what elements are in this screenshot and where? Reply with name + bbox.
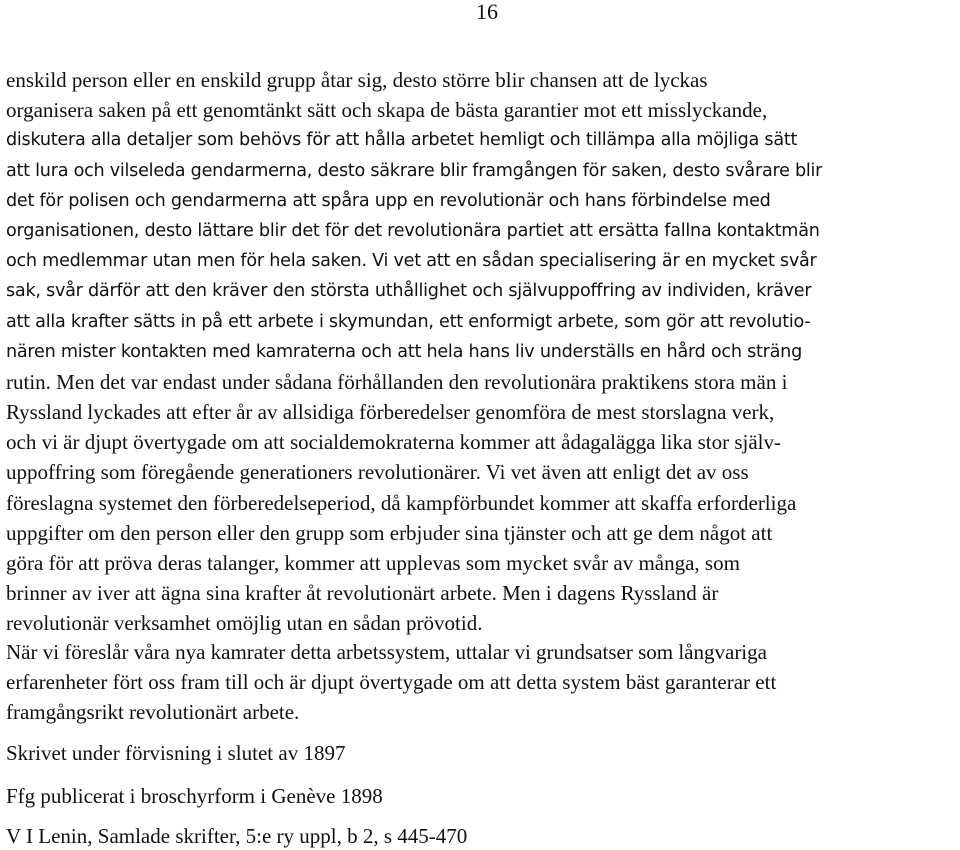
text-line: sak, svår därför att den kräver den största uthållighet och självuppoffring av individen, kräver [6, 281, 812, 302]
text-line: Ryssland lyckades att efter år av allsidiga förberedelser genomföra de mest storslagna verk, [6, 400, 775, 425]
text-line: erfarenheter fört oss fram till och är djupt övertygade om att detta system bäst garanterar ett [6, 670, 777, 695]
body-paragraph-2 [6, 637, 956, 728]
text-line: föreslagna systemet den förberedelseperiod, då kampförbundet kommer att skaffa erforderliga [6, 490, 797, 515]
text-line: diskutera alla detaljer som behövs för att hålla arbetet hemligt och tillämpa alla möjliga sätt [6, 130, 798, 151]
body-paragraph-1 [6, 65, 956, 639]
text-line: organisationen, desto lättare blir det för det revolutionära partiet att ersätta fallna kontaktmän [6, 220, 820, 241]
text-line: att lura och vilseleda gendarmerna, desto säkrare blir framgången för saken, desto svårare blir [6, 160, 823, 181]
text-line: revolutionär verksamhet omöjlig utan en sådan prövotid. [6, 611, 483, 636]
text-line: När vi föreslår våra nya kamrater detta arbetssystem, uttalar vi grundsatser som långvariga [6, 640, 767, 664]
text-line: det för polisen och gendarmerna att spåra upp en revolutionär och hans förbindelse med [6, 190, 771, 211]
text-line: att alla krafter sätts in på ett arbete i skymundan, ett enformigt arbete, som gör att revolutio- [6, 311, 811, 332]
text-line: göra för att pröva deras talanger, kommer att upplevas som mycket svår av många, som [6, 551, 740, 575]
text-line: uppgifter om den person eller den grupp som erbjuder sina tjänster och att ge dem något att [6, 520, 773, 545]
text-line: enskild person eller en enskild grupp åtar sig, desto större blir chansen att de lyckas [6, 68, 708, 92]
text-line: framgångsrikt revolutionärt arbete. [6, 700, 300, 725]
text-line: nären mister kontakten med kamraterna och att hela hans liv underställs en hård och sträng [6, 341, 802, 362]
written-note: Skrivet under förvisning i slutet av 1897 [6, 741, 346, 765]
text-line: organisera saken på ett genomtänkt sätt och skapa de bästa garantier mot ett misslyckande, [6, 98, 768, 123]
text-line: rutin. Men det var endast under sådana förhållanden den revolutionära praktikens stora män i [6, 369, 788, 394]
text-line: och medlemmar utan men för hela saken. Vi vet att en sådan specialisering är en mycket svår [6, 251, 817, 272]
text-line: uppoffring som föregående generationers revolutionärer. Vi vet även att enligt det av oss [6, 460, 749, 485]
source-citation: V I Lenin, Samlade skrifter, 5:e ry uppl, b 2, s 445-470 [6, 824, 468, 848]
text-line: brinner av iver att ägna sina krafter åt revolutionärt arbete. Men i dagens Ryssland är [6, 581, 719, 606]
publication-note: Ffg publicerat i broschyrform i Genève 1898 [6, 784, 383, 808]
page-number: 16 [476, 0, 498, 24]
text-line: och vi är djupt övertygade om att socialdemokraterna kommer att ådagalägga lika stor själv- [6, 430, 781, 455]
